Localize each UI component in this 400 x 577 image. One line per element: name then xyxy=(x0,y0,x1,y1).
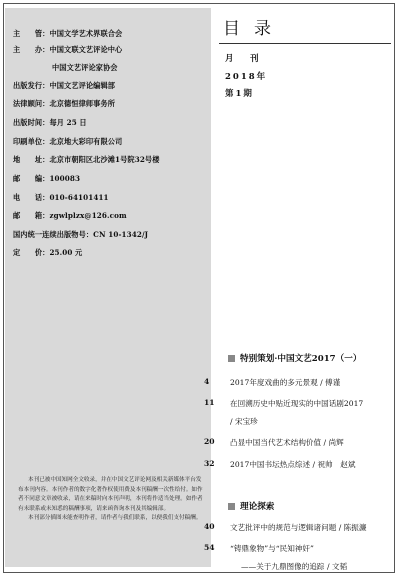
entry-continuation: ——关于九鼎图像的追踪 / 文韬 xyxy=(241,562,348,571)
copyright-notice xyxy=(18,476,206,524)
section-bullet-icon xyxy=(228,503,235,510)
entry-continuation: / 宋宝珍 xyxy=(230,417,258,426)
page-number: 32 xyxy=(204,459,215,468)
masthead-row-price: 定 价：25.00 元 xyxy=(13,248,83,257)
toc-title: 目录 xyxy=(223,19,285,39)
page-number: 4 xyxy=(204,377,210,386)
entry-title: “铸鼎象物”与“民知神奸” xyxy=(230,544,314,553)
entry-title: 2017年度戏曲的多元景观 / 傅谨 xyxy=(230,378,341,387)
page-number: 40 xyxy=(204,522,215,531)
entry-title: 2017中国书坛热点综述 / 祝帅 赵斌 xyxy=(230,460,356,469)
year-label: 2018年 xyxy=(225,72,268,82)
section-heading-theory: 理论探索 xyxy=(228,500,274,512)
page-number: 54 xyxy=(204,543,215,552)
notice-paragraph-2: 本刊部分插图未能查明作者，请作者与我们联系，以便我们支付稿酬。 xyxy=(28,515,202,522)
masthead-row-sponsor: 主 管：中国文学艺术界联合会 xyxy=(13,29,123,38)
entry-title: 在回溯历史中贴近现实的中国话剧2017 xyxy=(230,399,364,408)
masthead-row-pubdate: 出版时间：每月 25 日 xyxy=(13,118,87,127)
entry-title: 凸显中国当代艺术结构价值 / 尚辉 xyxy=(230,438,344,447)
issue-label: 第1期 xyxy=(225,89,254,99)
section-heading-special: 特别策划·中国文艺2017（一） xyxy=(228,352,361,364)
masthead-row-cn: 国内统一连续出版物号：CN 10-1342/J xyxy=(13,230,149,239)
masthead-row-postcode: 邮 编：100083 xyxy=(13,174,81,183)
frequency-label: 月 刊 xyxy=(225,54,263,64)
title-divider xyxy=(219,43,391,44)
masthead-row-organizer-2: 中国文艺评论家协会 xyxy=(52,63,118,72)
page-number: 20 xyxy=(204,437,215,446)
masthead-row-legal: 法律顾问：北京德恒律师事务所 xyxy=(13,99,116,108)
masthead-row-address: 地 址：北京市朝阳区北沙滩1号院32号楼 xyxy=(13,155,160,164)
masthead-row-organizer: 主 办：中国文联文艺评论中心 xyxy=(13,45,123,54)
section-bullet-icon xyxy=(228,355,235,362)
masthead-row-printer: 印刷单位：北京地大彩印有限公司 xyxy=(13,137,123,146)
masthead-row-phone: 电 话：010-64101411 xyxy=(13,193,109,202)
masthead-row-email: 邮 箱：zgwlplzx@126.com xyxy=(13,211,127,220)
masthead-row-publisher: 出版发行：中国文艺评论编辑部 xyxy=(13,81,116,90)
page-number: 11 xyxy=(204,398,215,407)
entry-title: 文艺批评中的规范与逻辑诸问题 / 陈振濂 xyxy=(230,523,367,532)
notice-paragraph-1: 本刊已被中国知网全文收录，并在中国文艺评论网及相关新媒体平台发布本刊内容。本刊作者的数字化著作权使用费及本刊稿酬一次性给付。如作者不同意文章被收录，请在来稿时向本刊声明，本刊将作适当处理。如作者有未联系或未知悉的稿酬事项，请来函咨询本刊及其编辑部。 xyxy=(18,477,203,512)
